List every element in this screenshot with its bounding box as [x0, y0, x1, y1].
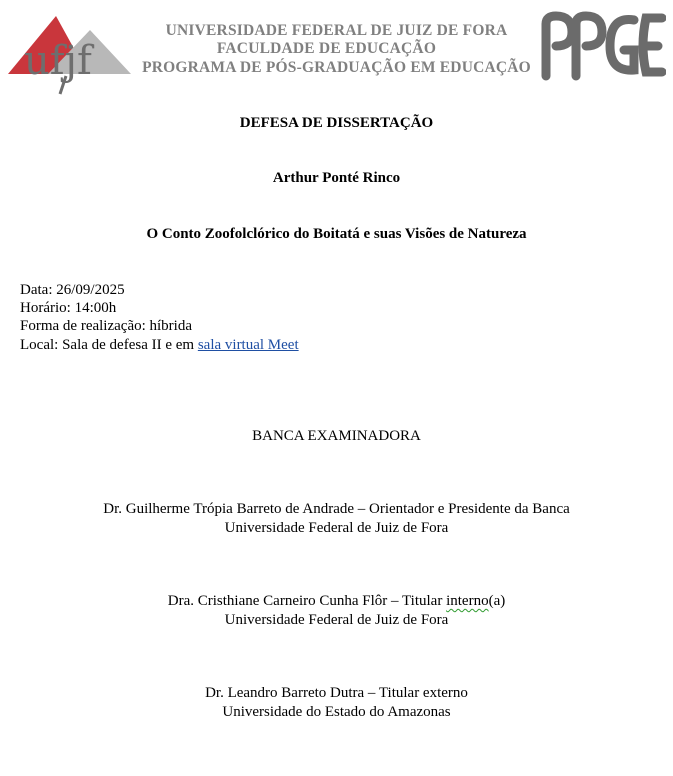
member-2-institution: Universidade Federal de Juiz de Fora: [224, 612, 449, 628]
spellcheck-flagged-word: interno: [446, 593, 489, 609]
defense-format: Forma de realização: híbrida: [20, 318, 193, 334]
member-2-name-suffix: (a): [488, 593, 506, 609]
author-name: Arthur Ponté Rinco: [272, 170, 401, 186]
defense-location: [20, 337, 299, 354]
program-name: PROGRAMA DE PÓS-GRADUAÇÃO EM EDUCAÇÃO: [142, 59, 531, 76]
member-2-name-prefix: Dra. Cristhiane Carneiro Cunha Flôr – Titular: [167, 593, 447, 609]
university-name: UNIVERSIDADE FEDERAL DE JUIZ DE FORA: [165, 22, 508, 39]
defense-date: Data: 26/09/2025: [20, 282, 125, 298]
committee-heading: BANCA EXAMINADORA: [252, 428, 421, 444]
member-1-name: Dr. Guilherme Trópia Barreto de Andrade – Orientador e Presidente da Banca: [103, 501, 570, 517]
document-title: DEFESA DE DISSERTAÇÃO: [239, 115, 434, 131]
logo-right-text: PPGE: [538, 10, 541, 11]
location-text: Local: Sala de defesa II e em: [20, 337, 198, 353]
member-3-name: Dr. Leandro Barreto Dutra – Titular externo: [205, 685, 468, 701]
logo-left-text: ufjf: [24, 38, 92, 84]
faculty-name: FACULDADE DE EDUCAÇÃO: [216, 40, 437, 57]
member-1-institution: Universidade Federal de Juiz de Fora: [224, 520, 449, 536]
meet-link[interactable]: sala virtual Meet: [197, 337, 299, 353]
work-title: O Conto Zoofolclórico do Boitatá e suas Visões de Natureza: [146, 226, 527, 242]
member-3-institution: Universidade do Estado do Amazonas: [222, 704, 451, 720]
member-2-name: [0, 593, 673, 610]
defense-time: Horário: 14:00h: [20, 300, 117, 316]
